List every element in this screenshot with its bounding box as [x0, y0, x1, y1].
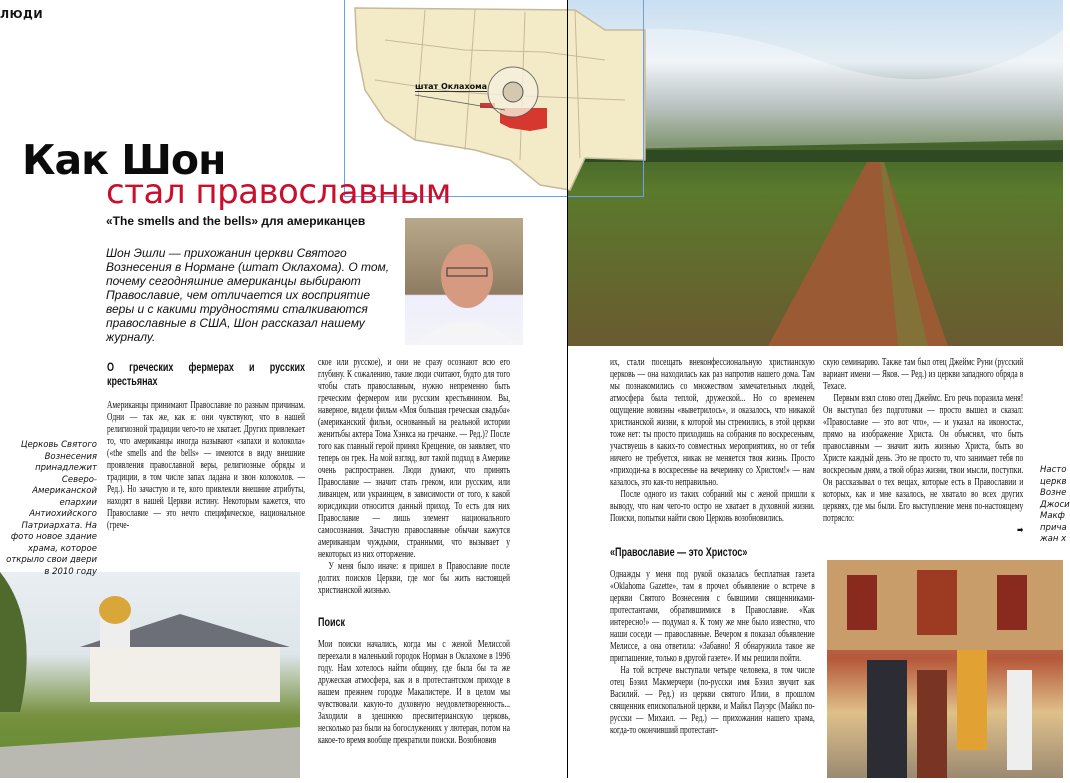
caption-line: Возне [1040, 488, 1067, 498]
column-2 [318, 357, 510, 747]
heading-search: Поиск [318, 615, 346, 629]
layout-guide-frame [344, 0, 644, 197]
caption-line: Макф [1040, 511, 1065, 521]
church-photo [0, 572, 300, 778]
caption-line: Насто [1040, 465, 1067, 475]
paragraph: Первым взял слово отец Джеймс. Его речь поразила меня! Он выступал без подготовки — просто вышел и сказал: «Православие — это вот что», — и указал на иконостас, прямо на изображение Христа. Он объяснял, что быть православным — значит жить жизнью Христа, быть во Христе каждый день. Это не просто то, что занимает тебя по воскресным дням, а твой образ жизни, твои мысли, поступки. Он рассказывал о тех вещах, которые есть в Православии и которых, как и мне казалось, не хватало во всех других церквях, где мы были. Его выступление меня по-настоящему потрясло: [823, 393, 1024, 524]
paragraph: Американцы принимают Православие по разным причинам. Одни — так же, как я: они чувствуют, что в нашей религиозной традиции чего-то не хватает. Других привлекает то, что американцы иногда называют «запахи и колокола» («the smells and the bells» — имеются в виду внешние проявления православной веры, религиозные обряды и традиции, в том числе запах ладана и звон колоколов. — Ред.). Но зачастую и те, кого привлекли внешние атрибуты, находят в нашей Церкви истину. Некоторым кажется, что Православие — это нечто специфическое, национальное (грече- [107, 400, 305, 531]
church-caption: Церковь Святого Вознесения принадлежит Северо-Американской епархии Антиохийского Патриархата. На фото новое здание храма, которое открыло свои двери в 2010 году [6, 440, 97, 577]
title-line-2: стал православным [106, 172, 451, 212]
heading-greek-farmers: О греческих фермерах и русских крестьянах [107, 360, 305, 388]
map-label-oklahoma: штат Оклахома [415, 82, 488, 91]
paragraph: скую семинарию. Также там был отец Джеймс Руни (русский вариант имени — Яков. — Ред.) из церкви западного обряда в Техасе. [823, 357, 1024, 392]
liturgy-art [827, 560, 1063, 778]
column-1 [107, 360, 305, 532]
paragraph: После одного из таких собраний мы с женой пришли к выводу, что нам чего-то остро не хватает в духовной жизни. Поиски, попытки найти свою Церковь возобновились. [610, 489, 815, 524]
church-art [0, 572, 300, 778]
heading-orthodoxy-is-christ: «Православие — это Христос» [610, 545, 748, 559]
paragraph: У меня было иначе: я пришел в Православие после долгих поисков Церкви, где мог бы жить настоящей христианской жизнью. [318, 561, 510, 596]
caption-line: жан х [1040, 534, 1067, 544]
paragraph: их, стали посещать внеконфессиональную христианскую церковь — она находилась как раз напротив нашего дома. Там мы познакомились со множеством замечательных людей, атмосфера была теплой, дружеской... Но со временем ощущение новизны «выветрилось», и оказалось, что никакой христианской жизни, к которой мы стремились, в этой церкви тоже нет: ты просто приходишь на собрания по воскресеньям, участвуешь в каких-то совместных мероприятиях, но от тебя ничего не требуется, никак не меняется твоя жизнь. Просто «приходи-ка в воскресенье на вечеринку со Христом!» — нам казалось, это как-то неправильно. [610, 357, 815, 488]
paragraph: Мои поиски начались, когда мы с женой Мелиссой переехали в маленький городок Норман в Оклахоме в 1996 году. Нам хотелось найти общину, где была бы та же дружеская атмосфера, как и в протестантском приходе в нашем прежнем городке Макалистере. И в целом мы чувствовали какую-то духовную неудовлетворенность... Заходили в здешнюю пресвитерианскую церковь, несколько раз были на богослужениях у лютеран, потом на какое-то время вообще прекратили поиски. Возобновив [318, 639, 510, 746]
page-gutter [567, 0, 568, 778]
column-3 [610, 357, 815, 737]
paragraph: На той встрече выступали четыре человека, в том числе отец Бэзил Макмерчери (по-русски имя Бэзил звучит как Василий. — Ред.) из церкви святого Илии, в прошлом священник епископальной церкви, и Майкл Пауэрс (Майкл по-русски — Михаил. — Ред.) — прихожанин нашего храма, когда-то окончивший протестант- [610, 665, 815, 736]
title-line-1: Как Шон [22, 136, 226, 184]
portrait-art [405, 218, 523, 345]
caption-line: церкв [1040, 476, 1067, 487]
lead-paragraph: Шон Эшли — прихожанин церкви Святого Вознесения в Нормане (штат Оклахома). О том, почему сегодняшние американцы выбирают Православие, чем отличается их восприятие веры и с какими трудностями сталкиваются православные в США, Шон рассказал нашему журналу. [106, 246, 390, 344]
paragraph: ское или русское), и они не сразу осознают всю его глубину. К сожалению, такие люди считают, будто для того чтобы стать православным, нужно непременно быть греческим фермером или русским крестьянином. Вы, наверное, видели фильм «Моя большая греческая свадьба» (американский фильм, основанный на реальной истории женитьбы актера Тома Хэнкса на гречанке. — Ред.)? После того как главный герой принял Крещение, он заявляет, что теперь он грек. На мой взгляд, вот такой подход в Америке очень распространен. Люди думают, что принять Православие — значит стать греком, или русским, или ливанцем, или украинцем, в зависимости от того, к какой юрисдикции относится данный приход. То есть для них Православие — лишь элемент национального самосознания. Зачастую православные обычаи кажутся американцам чуждыми, странными, что вызывает у некоторых из них отторжение. [318, 357, 510, 560]
portrait-photo [405, 218, 523, 345]
liturgy-caption [1040, 465, 1070, 546]
caption-line: прича [1040, 522, 1067, 533]
paragraph: Однажды у меня под рукой оказалась бесплатная газета «Oklahoma Gazette», там я прочел объявление о встрече в церкви Святого Вознесения с бывшими священниками-протестантами, обратившимися в Православие. «Как интересно!» — подумал я. К тому же мне было известно, что наши соседи — православные. Вечером я показал объявление Мелиссе, а она ответила: «Забавно! Я обнаружила такое же приглашение, только в другой газете». И мы решили пойти. [610, 569, 815, 664]
section-label: ЛЮДИ [0, 8, 44, 21]
liturgy-photo [827, 560, 1063, 778]
subtitle: «The smells and the bells» для американцев [106, 214, 366, 228]
caption-line: Джоси [1040, 499, 1070, 510]
continue-arrow-icon: ➡ [1016, 525, 1024, 536]
column-4 [823, 357, 1023, 537]
